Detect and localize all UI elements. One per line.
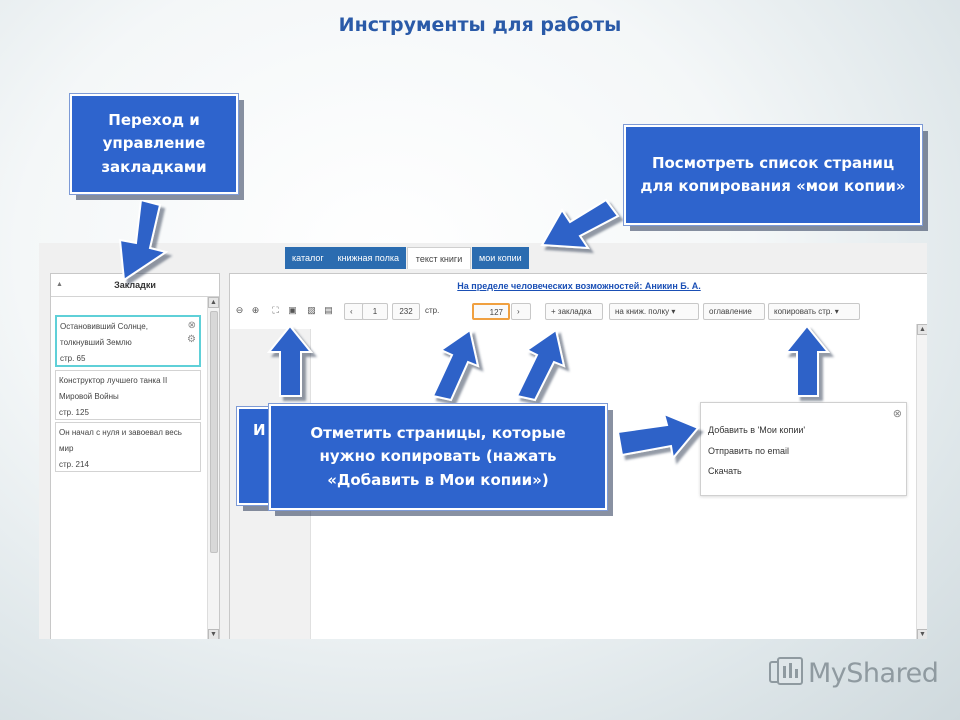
bookmark-page: стр. 65 bbox=[60, 354, 86, 363]
bookmark-text: Он начал с нуля и завоевал весь bbox=[59, 428, 182, 437]
image-icon[interactable]: ▤ bbox=[324, 305, 333, 315]
tab-book-text[interactable]: текст книги bbox=[407, 247, 471, 269]
bookmark-page: стр. 125 bbox=[59, 408, 89, 417]
bookmark-text: Остановивший Солнце, bbox=[60, 322, 148, 331]
logo-text: MyShared bbox=[808, 657, 939, 689]
tab-my-copies[interactable]: мои копии bbox=[472, 247, 529, 269]
tab-bookshelf[interactable]: книжная полка bbox=[331, 247, 406, 269]
scroll-up-icon[interactable]: ▲ bbox=[917, 324, 927, 335]
scroll-down-icon[interactable]: ▼ bbox=[917, 629, 927, 639]
arrow-up-page bbox=[433, 330, 478, 400]
arrow-to-my-copies bbox=[542, 200, 618, 248]
arrow-right-menu bbox=[618, 414, 698, 458]
menu-item-email[interactable]: Отправить по email bbox=[708, 446, 790, 456]
zoom-out-icon[interactable]: ⊖ bbox=[235, 305, 244, 315]
close-icon[interactable]: ⊗ bbox=[892, 408, 902, 420]
add-bookmark-button[interactable]: + закладка bbox=[545, 303, 603, 320]
logo bbox=[766, 656, 938, 690]
menu-item-add-copies[interactable]: Добавить в 'Мои копии' bbox=[708, 425, 806, 435]
collapse-icon[interactable]: ▲ bbox=[56, 281, 63, 288]
arrow-up-bookmark bbox=[517, 330, 564, 400]
copy-page-label: копировать стр. bbox=[774, 307, 833, 316]
page-number-input[interactable]: 127 bbox=[472, 303, 510, 320]
to-shelf-label: на книж. полку bbox=[615, 307, 670, 316]
to-shelf-button[interactable]: на книж. полку ▾ bbox=[609, 303, 699, 320]
last-page-field[interactable]: 232 bbox=[392, 303, 420, 320]
callout-my-copies: Посмотреть список страниц для копирования «мои копии» bbox=[624, 125, 922, 225]
copy-page-button[interactable]: копировать стр. ▾ bbox=[768, 303, 860, 320]
callout-hidden-text: И bbox=[253, 421, 266, 439]
bookmark-text: Мировой Войны bbox=[59, 392, 119, 401]
arrow-up-copy bbox=[786, 326, 828, 396]
bookmark-page: стр. 214 bbox=[59, 460, 89, 469]
logo-icon bbox=[766, 656, 808, 690]
gear-icon[interactable]: ⚙ bbox=[187, 334, 196, 345]
prev-page-button[interactable]: ‹ bbox=[344, 303, 364, 320]
menu-item-download[interactable]: Скачать bbox=[708, 466, 742, 476]
toc-button[interactable]: оглавление bbox=[703, 303, 765, 320]
callout-bookmarks: Переход и управление закладками bbox=[70, 94, 238, 194]
picture-icon[interactable]: ▨ bbox=[307, 305, 316, 315]
arrow-up-zoom bbox=[269, 326, 311, 396]
arrow-to-bookmarks bbox=[120, 200, 166, 280]
scroll-up-icon[interactable]: ▲ bbox=[208, 297, 219, 308]
book-title-link[interactable]: На пределе человеческих возможностей: Аникин Б. А. bbox=[457, 281, 701, 291]
bookmark-text: толкнувший Землю bbox=[60, 338, 132, 347]
bookmarks-title: Закладки bbox=[114, 280, 156, 290]
zoom-in-icon[interactable]: ⊕ bbox=[251, 305, 260, 315]
slide-title: Инструменты для работы bbox=[338, 14, 622, 36]
next-page-button[interactable]: › bbox=[511, 303, 531, 320]
tab-catalog[interactable]: каталог bbox=[285, 247, 331, 269]
bookmark-text: мир bbox=[59, 444, 74, 453]
bookmark-text: Конструктор лучшего танка II bbox=[59, 376, 168, 385]
delete-icon[interactable]: ⊗ bbox=[187, 320, 196, 331]
page-label: стр. bbox=[425, 306, 440, 315]
callout-mark-pages: Отметить страницы, которые нужно копировать (нажать «Добавить в Мои копии») bbox=[269, 404, 607, 510]
fit-page-icon[interactable]: ⛶ bbox=[272, 305, 279, 315]
first-page-field[interactable]: 1 bbox=[362, 303, 388, 320]
two-pages-icon[interactable]: ▣ bbox=[288, 305, 297, 315]
scroll-down-icon[interactable]: ▼ bbox=[208, 629, 219, 639]
